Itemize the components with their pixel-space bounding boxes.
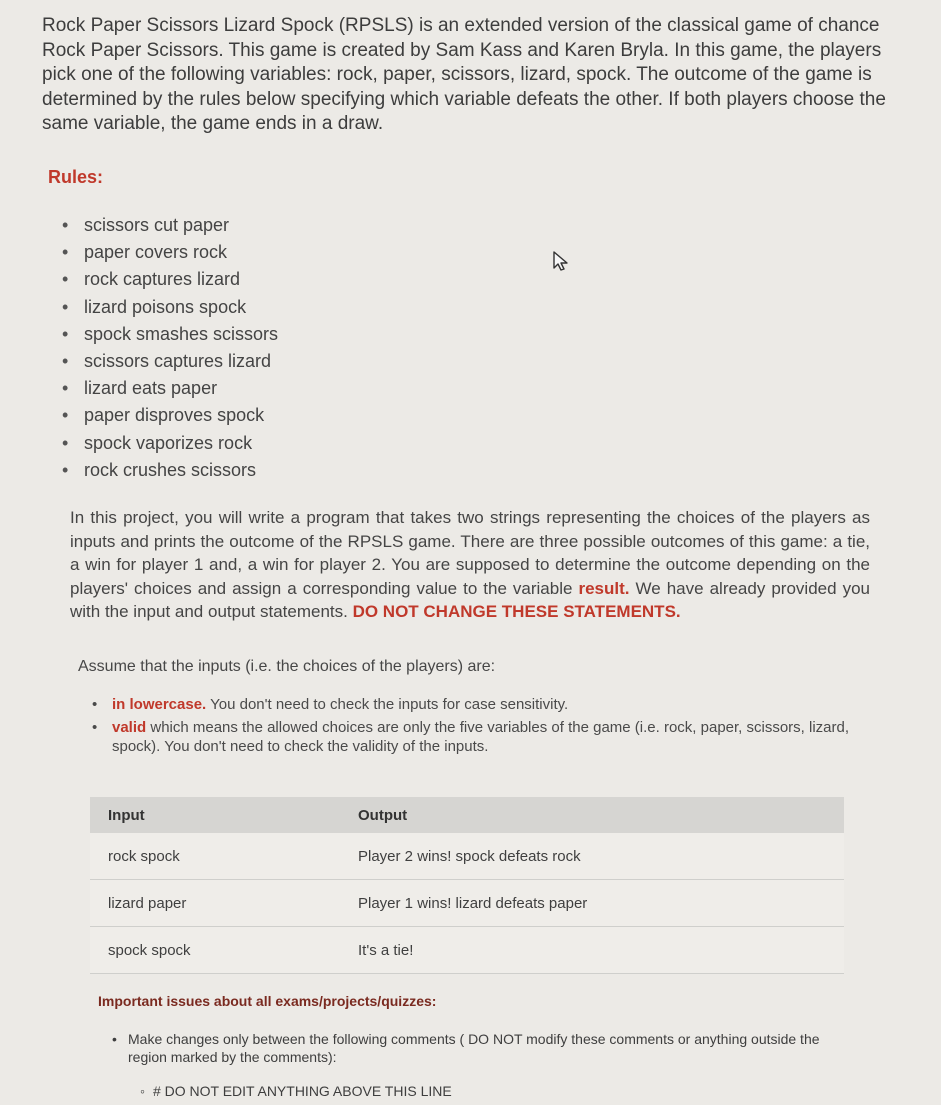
rule-item: • scissors cut paper	[62, 212, 278, 239]
important-heading: Important issues about all exams/projects/quizzes:	[98, 993, 437, 1009]
assume-item-text: which means the allowed choices are only the five variables of the game (i.e. rock, paper, scissors, lizard, spock). You don't need to check the validity of the inputs.	[112, 718, 850, 755]
circle-bullet-icon: ◦	[140, 1083, 145, 1099]
assume-item	[92, 718, 862, 757]
output-cell: Player 1 wins! lizard defeats paper	[340, 880, 844, 927]
important-item: • Make changes only between the following comments ( DO NOT modify these comments or anything outside the region marked by the comments):	[112, 1030, 832, 1066]
rule-item: • rock captures lizard	[62, 266, 278, 293]
rule-item: • rock crushes scissors	[62, 457, 278, 484]
rule-item: • lizard eats paper	[62, 375, 278, 402]
table-row	[90, 880, 844, 927]
output-cell: Player 2 wins! spock defeats rock	[340, 833, 844, 880]
important-sub-item	[140, 1083, 452, 1099]
table-row	[90, 927, 844, 974]
column-header-output: Output	[340, 797, 844, 833]
code-comment: # DO NOT EDIT ANYTHING ABOVE THIS LINE	[152, 1083, 452, 1099]
mouse-pointer-icon	[552, 250, 570, 272]
project-text-continued: We have already provided you with the input and output statements.	[70, 578, 870, 621]
assume-item-text: You don't need to check the inputs for case sensitivity.	[206, 696, 569, 713]
assume-list	[92, 695, 862, 760]
column-header-input: Input	[90, 797, 340, 833]
important-list	[112, 1030, 832, 1066]
rule-item: • scissors captures lizard	[62, 348, 278, 375]
assume-item-lead: in lowercase.	[112, 696, 207, 713]
table-header-row	[90, 797, 844, 833]
rules-heading: Rules:	[48, 167, 104, 187]
input-cell: rock spock	[90, 833, 340, 880]
table-row	[90, 833, 844, 880]
assume-intro: Assume that the inputs (i.e. the choices of the players) are:	[78, 658, 496, 675]
rules-list	[62, 212, 278, 484]
intro-paragraph: Rock Paper Scissors Lizard Spock (RPSLS) is an extended version of the classical game of chance Rock Paper Scissors. This game is created by Sam Kass and Karen Bryla. In this game, the players pick one of the following variables: rock, paper, scissors, lizard, spock. The outcome of the game is determined by the rules below specifying which variable defeats the other. If both players choose the same variable, the game ends in a draw.	[42, 15, 886, 134]
input-cell: lizard paper	[90, 880, 340, 927]
rule-item: • paper covers rock	[62, 239, 278, 266]
rule-item: • spock smashes scissors	[62, 321, 278, 348]
input-cell: spock spock	[90, 927, 340, 974]
assume-item-lead: valid	[112, 718, 147, 736]
example-table	[90, 797, 844, 974]
output-cell: It's a tie!	[340, 927, 844, 974]
assume-item	[92, 695, 862, 715]
rule-item: • spock vaporizes rock	[62, 430, 278, 457]
rule-item: • lizard poisons spock	[62, 294, 278, 321]
project-text: In this project, you will write a program that takes two strings representing the choices of the players as inputs and prints the outcome of the RPSLS game. There are three possible outcomes of this game: a tie, a win for player 1 and, a win for player 2. You are supposed to determine the outcome depending on the players' choices and assign a corresponding value to the variable	[70, 508, 870, 598]
result-variable: result.	[578, 578, 630, 598]
rule-item: • paper disproves spock	[62, 402, 278, 429]
project-description	[70, 506, 870, 624]
do-not-change-warning: DO NOT CHANGE THESE STATEMENTS.	[352, 602, 681, 621]
